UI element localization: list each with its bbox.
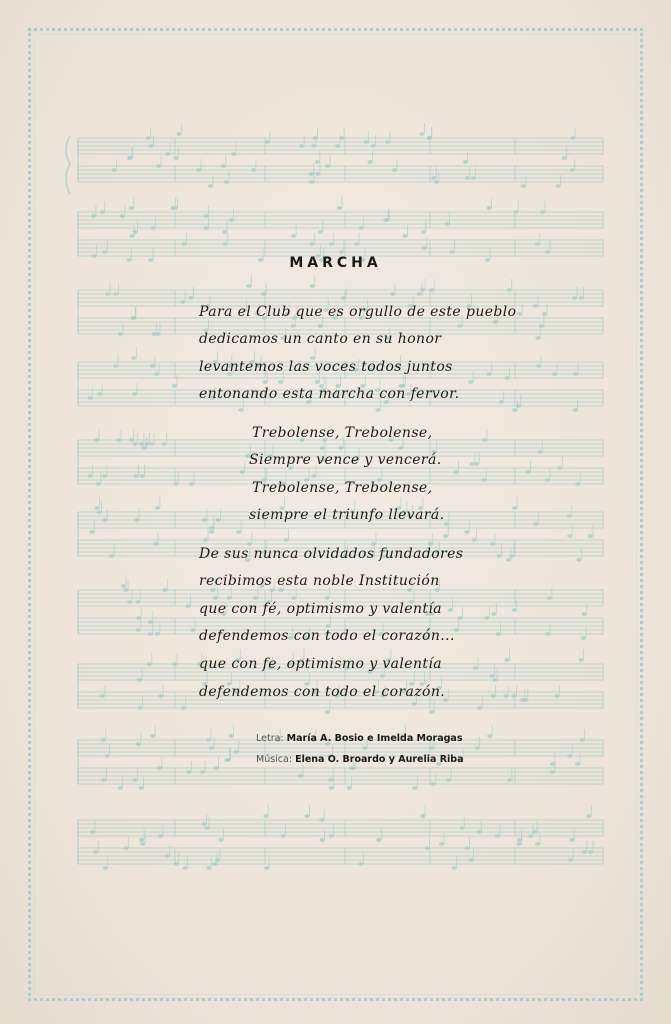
lyrics-credit — [256, 733, 462, 744]
verse2-line-3: que con fé, optimismo y valentía — [199, 601, 443, 617]
music-authors: Elena O. Broardo y Aurelia Riba — [295, 754, 464, 765]
chorus-line-3: Trebolense, Trebolense, — [252, 480, 433, 496]
verse2-line-4: defendemos con todo el corazón... — [199, 628, 455, 644]
chorus-line-4: siempre el triunfo llevará. — [249, 507, 445, 523]
music-label: Música: — [256, 754, 293, 765]
chorus-line-2: Siempre vence y vencerá. — [249, 452, 442, 468]
lyrics-label: Letra: — [256, 733, 284, 744]
verse2-line-2: recibimos esta noble Institución — [199, 573, 440, 589]
verse1-line-1: Para el Club que es orgullo de este pueblo — [199, 304, 517, 320]
song-title: MARCHA — [289, 255, 382, 271]
music-credit — [256, 754, 464, 765]
chorus-line-1: Trebolense, Trebolense, — [252, 425, 433, 441]
lyrics-authors: María A. Bosio e Imelda Moragas — [286, 733, 463, 744]
verse1-line-3: levantemos las voces todos juntos — [199, 359, 453, 375]
verse2-line-5: que con fe, optimismo y valentía — [199, 656, 443, 672]
verse1-line-4: entonando esta marcha con fervor. — [199, 386, 460, 402]
verse2-line-1: De sus nunca olvidados fundadores — [199, 546, 464, 562]
verse1-line-2: dedicamos un canto en su honor — [199, 331, 442, 347]
verse2-line-6: defendemos con todo el corazón. — [199, 684, 446, 700]
